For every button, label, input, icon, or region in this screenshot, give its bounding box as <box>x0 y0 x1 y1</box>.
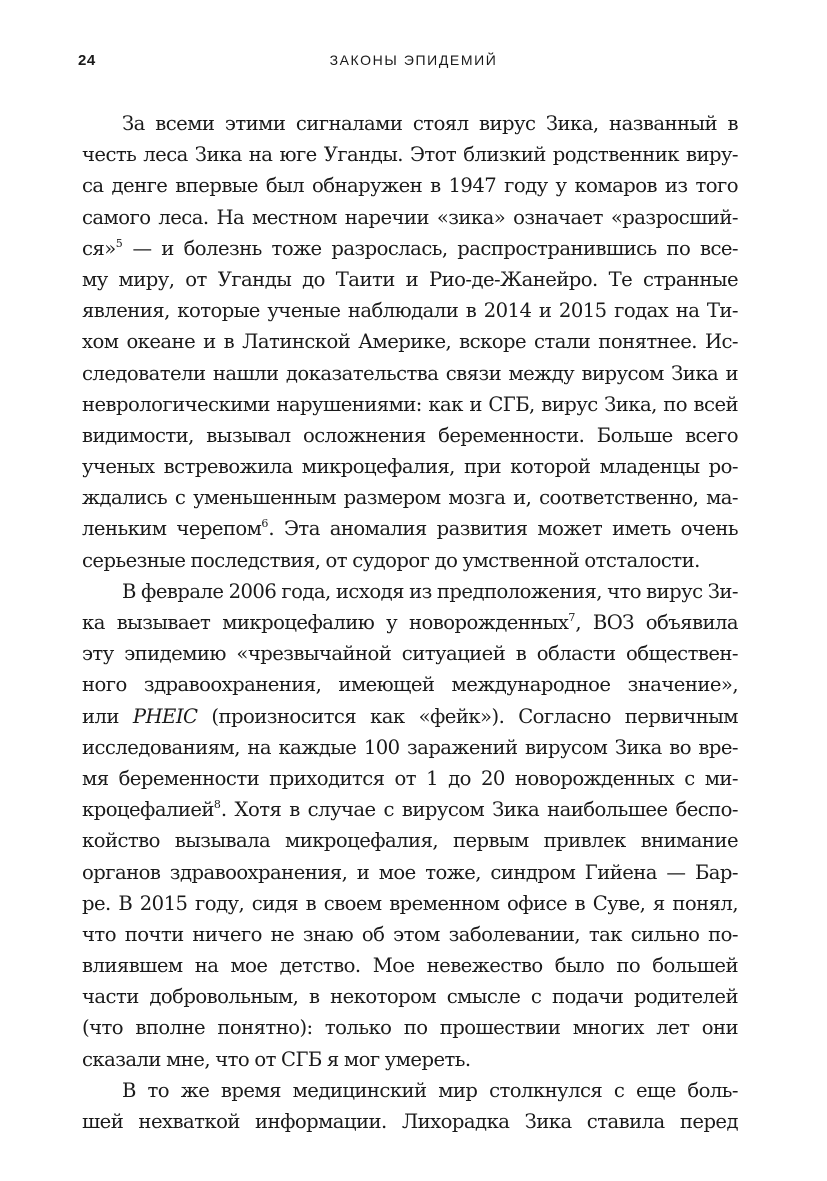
text-line: самого леса. На местном наречии «зика» означает «разросший- <box>82 205 738 229</box>
text-line: ученых встревожила микроцефалия, при которой младенцы ро- <box>82 455 738 479</box>
text-fragment: . Хотя в случае с вирусом Зика наибольшее беспо- <box>220 798 738 822</box>
italic-term: PHEIC <box>132 704 198 728</box>
page-header <box>0 52 827 74</box>
text-line: В то же время медицинский мир столкнулся с еще боль- <box>122 1078 738 1102</box>
text-line <box>82 701 738 732</box>
text-line: органов здравоохранения, и мое тоже, синдром Гийена — Бар- <box>82 860 738 884</box>
text-line: что почти ничего не знаю об этом заболевании, так сильно по- <box>82 922 738 946</box>
text-line: серьезные последствия, от судорог до умственной отсталости. <box>82 548 700 572</box>
footnote-ref: 7 <box>568 611 576 624</box>
footnote-ref: 6 <box>261 517 269 531</box>
text-line: В феврале 2006 года, исходя из предположения, что вирус Зи- <box>122 579 738 603</box>
text-line: части добровольным, в некотором смысле с подачи родителей <box>82 985 738 1009</box>
text-line: видимости, вызывал осложнения беременности. Больше всего <box>82 423 738 447</box>
text-line: (что вполне понятно): только по прошествии многих лет они <box>82 1016 738 1040</box>
text-line: неврологическими нарушениями: как и СГБ, вирус Зика, по всей <box>82 392 738 416</box>
text-fragment: кроцефалией <box>82 798 214 822</box>
text-line <box>82 607 738 638</box>
paragraph-2 <box>82 576 738 1075</box>
text-line: хом океане и в Латинской Америке, вскоре стали понятнее. Ис- <box>82 330 738 354</box>
running-title: ЗАКОНЫ ЭПИДЕМИЙ <box>329 52 498 68</box>
text-line: мя беременности приходится от 1 до 20 новорожденных с ми- <box>82 766 738 790</box>
text-line: исследованиям, на каждые 100 заражений вирусом Зика во вре- <box>82 735 738 759</box>
text-line <box>82 513 738 544</box>
text-fragment: ка вызывает микроцефалию у новорожденных <box>82 611 569 634</box>
text-fragment: . Эта аномалия развития может иметь очень <box>268 517 739 541</box>
footnote-ref: 5 <box>115 236 123 250</box>
text-fragment: — и болезнь тоже разрослась, распространившись по все- <box>122 236 738 260</box>
paragraph-3 <box>82 1075 738 1137</box>
paragraph-1 <box>82 108 738 576</box>
text-fragment: или <box>82 704 133 728</box>
text-line: явления, которые ученые наблюдали в 2014 и 2015 годах на Ти- <box>82 299 738 323</box>
body-text <box>82 108 738 1137</box>
footnote-ref: 8 <box>213 798 221 812</box>
text-line: ного здравоохранения, имеющей международное значение», <box>82 673 738 697</box>
text-line: ре. В 2015 году, сидя в своем временном офисе в Суве, я понял, <box>82 891 738 915</box>
text-line: сказали мне, что от СГБ я мог умереть. <box>82 1047 471 1071</box>
text-line <box>82 794 738 825</box>
text-line: За всеми этими сигналами стоял вирус Зика, названный в <box>122 112 738 135</box>
text-line: са денге впервые был обнаружен в 1947 году у комаров из того <box>82 174 738 198</box>
text-line: койство вызывала микроцефалия, первым привлек внимание <box>82 829 738 853</box>
text-line: эту эпидемию «чрезвычайной ситуацией в области обществен- <box>82 642 738 666</box>
text-line: следователи нашли доказательства связи между вирусом Зика и <box>82 361 738 385</box>
text-line: ждались с уменьшенным размером мозга и, соответственно, ма- <box>82 486 738 510</box>
text-fragment: леньким черепом <box>82 517 262 541</box>
text-line: му миру, от Уганды до Таити и Рио-де-Жанейро. Те странные <box>82 267 738 291</box>
text-fragment: (произносится как «фейк»). Согласно первичным <box>197 704 738 728</box>
text-line: честь леса Зика на юге Уганды. Этот близкий родственник виру- <box>82 143 738 167</box>
text-line: влиявшем на мое детство. Мое невежество было по большей <box>82 954 738 978</box>
text-fragment: ся» <box>82 236 116 260</box>
page-number: 24 <box>78 52 96 69</box>
text-fragment: , ВОЗ объявила <box>575 611 739 634</box>
text-line: шей нехваткой информации. Лихорадка Зика ставила перед <box>82 1110 738 1133</box>
text-line <box>82 233 738 264</box>
